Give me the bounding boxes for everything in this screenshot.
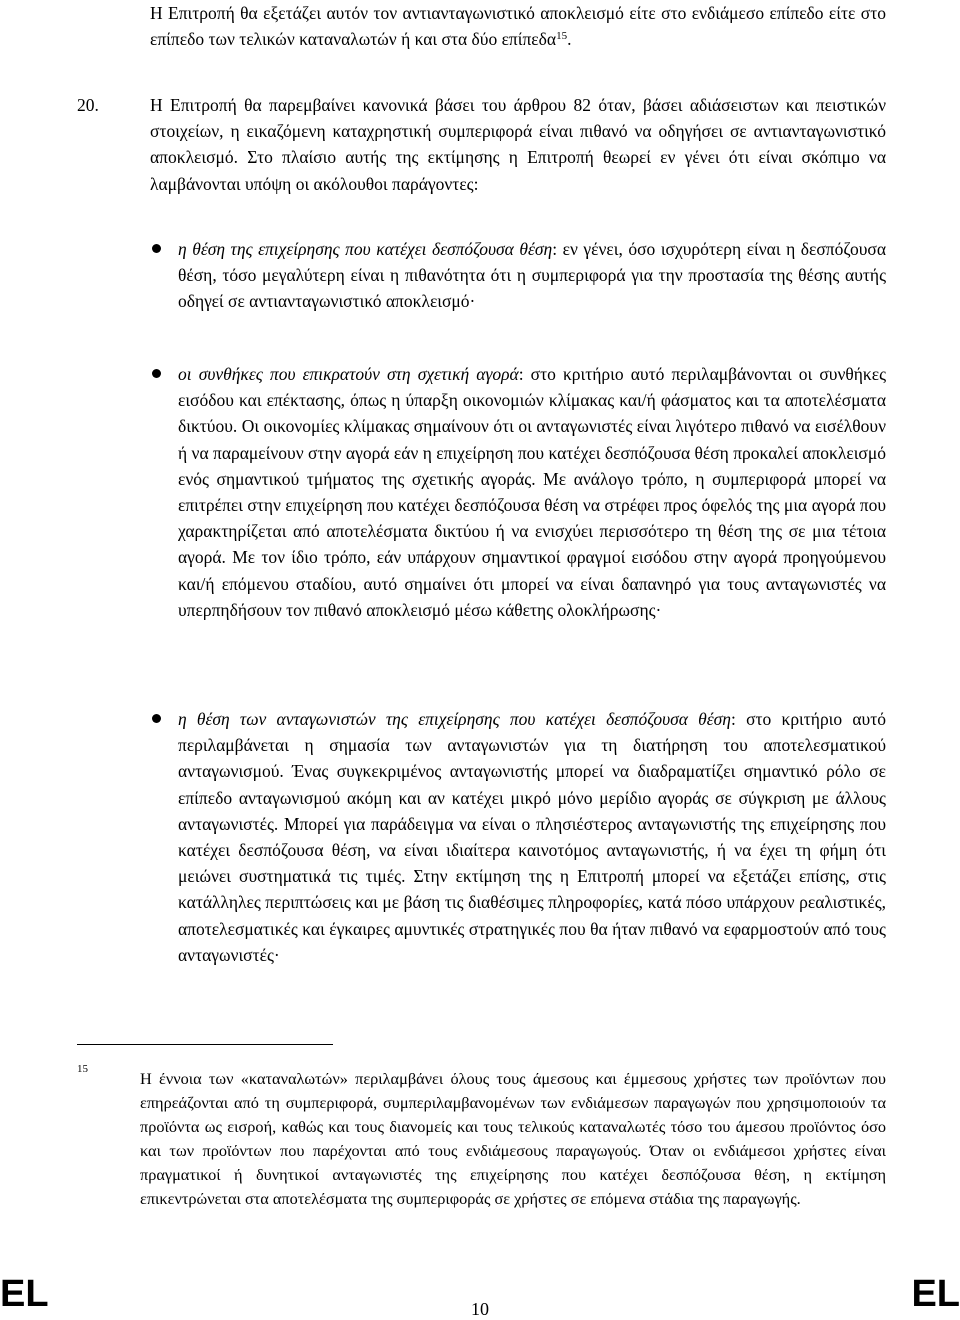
bullet-italic-lead: η θέση των ανταγωνιστών της επιχείρησης που κατέχει δεσπόζουσα θέση [178,709,731,729]
bullet-item-dominant-position [178,236,886,315]
top-paragraph-end: . [567,29,572,50]
bullet-item-market-conditions [178,361,886,623]
bullet-dot [152,714,161,723]
bullet-body: : εν γένει, όσο ισχυρότερη είναι η δεσπόζουσα θέση, τόσο μεγαλύτερη είναι η πιθανότητα ότι η συμπεριφορά για την προστασία της θέσης αυτής οδηγεί σε αντιανταγωνιστικό αποκλεισμό· [178,239,886,312]
footnote-number: 15 [77,1063,88,1075]
bullet-italic-lead: οι συνθήκες που επικρατούν στη σχετική αγορά [178,364,519,384]
paragraph-number: 20. [77,95,99,115]
bullet-body: : στο κριτήριο αυτό περιλαμβάνεται η σημασία των ανταγωνιστών για τη διατήρηση του αποτελεσματικού ανταγωνισμού. Ένας συγκεκριμένος ανταγωνιστής μπορεί να διαδραματίζει σημαντικό ρόλο σε επίπεδο ανταγωνισμού ακόμη και αν κατέχει μικρό μόνο μερίδιο αγοράς σε σύγκριση με άλλους ανταγωνιστές. Μπορεί για παράδειγμα να είναι ο πλησιέστερος ανταγωνιστής της επιχείρησης που κατέχει δεσπόζουσα θέση, να είναι ιδιαίτερα καινοτόμος ανταγωνιστής, ή να έχει τη φήμη ότι μειώνει συστηματικά τις τιμές. Στην εκτίμηση της η Επιτροπή μπορεί να εξετάζει επίσης, στις κατάλληλες περιπτώσεις και με βάση τις διαθέσιμες πληροφορίες, κατά πόσο υπάρχουν ρεαλιστικές, αποτελεσματικές και έγκαιρες αμυντικές στρατηγικές που θα ήταν πιθανό να εφαρμοστούν από τους ανταγωνιστές· [178,709,886,965]
top-paragraph [150,0,886,52]
bullet-italic-lead: η θέση της επιχείρησης που κατέχει δεσπόζουσα θέση [178,239,553,259]
bullet-item-competitors-position [178,706,886,968]
bullet-body: : στο κριτήριο αυτό περιλαμβάνονται οι συνθήκες εισόδου και επέκτασης, όπως η ύπαρξη οικονομιών κλίμακας και/ή φάσματος και τα αποτελέσματα δικτύου. Οι οικονομίες κλίμακας σημαίνουν ότι οι ανταγωνιστές είναι λιγότερο πιθανό να εισέλθουν ή να παραμείνουν στην αγορά εάν η επιχείρηση που κατέχει δεσπόζουσα θέση προκαλεί αποκλεισμό ενός σημαντικού τμήματος της σχετικής αγοράς. Με ανάλογο τρόπο, η συμπεριφορά μπορεί να επιτρέπει στην επιχείρηση που κατέχει δεσπόζουσα θέση να στρέφει προς όφελός της μια αγορά που χαρακτηρίζεται από αποτελέσματα δικτύου ή να ενισχύει περισσότερο τη θέση της σε μια τέτοια αγορά. Με τον ίδιο τρόπο, εάν υπάρχουν σημαντικοί φραγμοί εισόδου στην αγορά προηγούμενου και/ή επόμενου σταδίου, αυτό σημαίνει ότι μπορεί να είναι δαπανηρό για τους ανταγωνιστές να υπερπηδήσουν τον πιθανό αποκλεισμό μέσω κάθετης ολοκλήρωσης· [178,364,886,620]
bullet-dot [152,369,161,378]
top-paragraph-text: Η Επιτροπή θα εξετάζει αυτόν τον αντιανταγωνιστικό αποκλεισμό είτε στο ενδιάμεσο επίπεδο είτε στο επίπεδο των τελικών καταναλωτών ή και στα δύο επίπεδα [150,3,886,50]
footer-language-left: EL [0,1273,49,1315]
footnote-text: Η έννοια των «καταναλωτών» περιλαμβάνει όλους τους άμεσους και έμμεσους χρήστες των προϊόντων που επηρεάζονται από τη συμπεριφορά, συμπεριλαμβανομένων των ενδιάμεσων παραγωγών που χρησιμοποιούν τα προϊόντα ως εισροή, καθώς και τους διανομείς και τους τελικούς καταναλωτές τόσο του άμεσου προϊόντος όσο και των προϊόντων που παρέχονται από τους ενδιάμεσους παραγωγούς. Όταν οι ενδιάμεσοι χρήστες είναι πραγματικοί ή δυνητικοί ανταγωνιστές της επιχείρησης που κατέχει δεσπόζουσα θέση, η εκτίμηση επικεντρώνεται στα αποτελέσματα της συμπεριφοράς σε χρήστες σε επόμενα στάδια της παραγωγής. [140,1069,886,1209]
page-number: 10 [471,1299,489,1319]
bullet-dot [152,244,161,253]
footer-language-right: EL [911,1273,960,1315]
footnote-separator [77,1044,333,1045]
footnote-ref[interactable]: 15 [556,30,568,43]
paragraph-20-text: Η Επιτροπή θα παρεμβαίνει κανονικά βάσει του άρθρου 82 όταν, βάσει αδιάσειστων και πειστικών στοιχείων, η εικαζόμενη καταχρηστική συμπεριφορά είναι πιθανό να οδηγήσει σε αντιανταγωνιστικό αποκλεισμό. Στο πλαίσιο αυτής της εκτίμησης η Επιτροπή θεωρεί εν γένει ότι είναι σκόπιμο να λαμβάνονται υπόψη οι ακόλουθοι παράγοντες: [150,95,886,194]
